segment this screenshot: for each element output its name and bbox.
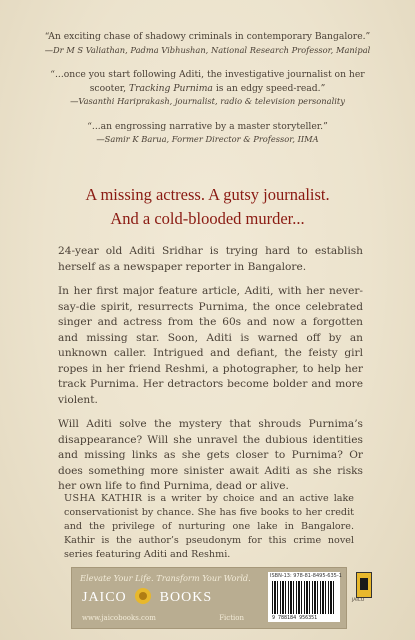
quote-text: “...an engrossing narrative by a master storyteller.”: [87, 120, 328, 132]
isbn-text: ISBN-13: 978-81-8495-635-1: [270, 573, 342, 579]
jaico-logo-icon: [135, 588, 151, 604]
barcode-bars-icon: [272, 581, 334, 614]
publisher-url: www.jaicobooks.com: [82, 614, 156, 622]
review-quote-3: [38, 120, 378, 147]
author-bio: [64, 492, 354, 562]
brand-left: JAICO: [82, 590, 127, 605]
quote-attribution: —Samir K Barua, Former Director & Professor, IIMA: [96, 134, 319, 144]
review-quote-2: [38, 68, 378, 109]
barcode-number: 9 788184 956351: [272, 615, 318, 621]
brand-right: BOOKS: [159, 590, 213, 605]
quote-text-part1: “...once you start following Aditi, the investigative journalist on her scooter,: [50, 69, 365, 94]
review-quote-1: [38, 30, 378, 57]
quote-attribution: —Vasanthi Hariprakash, journalist, radio & television personality: [70, 96, 345, 106]
publisher-logo-caption: JAICO: [352, 598, 365, 603]
quote-text-part2: is an edgy speed-read.”: [215, 82, 326, 94]
hook-headline: [0, 183, 415, 231]
blurb-paragraph-1: 24-year old Aditi Sridhar is trying hard to establish herself as a newspaper reporter in Bangalore.: [58, 245, 363, 273]
blurb: [58, 244, 363, 504]
genre-label: Fiction: [219, 614, 244, 622]
book-title-italic: Tracking Purnima: [128, 82, 213, 94]
barcode: [268, 572, 340, 622]
publisher-brand: [82, 588, 212, 606]
hook-line-2: And a cold-blooded murder...: [110, 209, 305, 228]
quote-text: [38, 68, 378, 95]
publisher-tagline: Elevate Your Life. Transform Your World.: [80, 573, 251, 583]
blurb-paragraph-3: Will Aditi solve the mystery that shrouds Purnima’s disappearance? Will she unravel the dubious identities and missing links as she gets closer to Purnima? Or does something more sinister await Aditi as she risks her own life to find Purnima, dead or alive.: [58, 418, 363, 492]
blurb-paragraph-2: In her first major feature article, Aditi, with her never-say-die spirit, resurrects Purnima, the once celebrated singer and actress from the 60s and now a forgotten and missing star. Soon, Aditi is warned off by an unknown caller. Intrigued and defiant, the feisty girl ropes in her friend Reshmi, a photographer, to help her track Purnima. Her detractors become bolder and more violent.: [58, 285, 363, 406]
hook-line-1: A missing actress. A gutsy journalist.: [85, 185, 330, 204]
quote-attribution: —Dr M S Valiathan, Padma Vibhushan, National Research Professor, Manipal: [44, 44, 371, 55]
publisher-logo-icon: [356, 572, 372, 598]
publisher-band: [71, 567, 347, 629]
review-quotes: [0, 30, 415, 158]
author-bio-text: is a writer by choice and an active lake conservationist by chance. She has five books to her credit and the privilege of nurturing one lake in Bangalore. Kathir is the author’s pseudonym for this crime novel series featuring Aditi and Reshmi.: [64, 493, 354, 560]
author-name: USHA KATHIR: [64, 493, 143, 504]
quote-text: “An exciting chase of shadowy criminals in contemporary Bangalore.”: [44, 31, 371, 42]
